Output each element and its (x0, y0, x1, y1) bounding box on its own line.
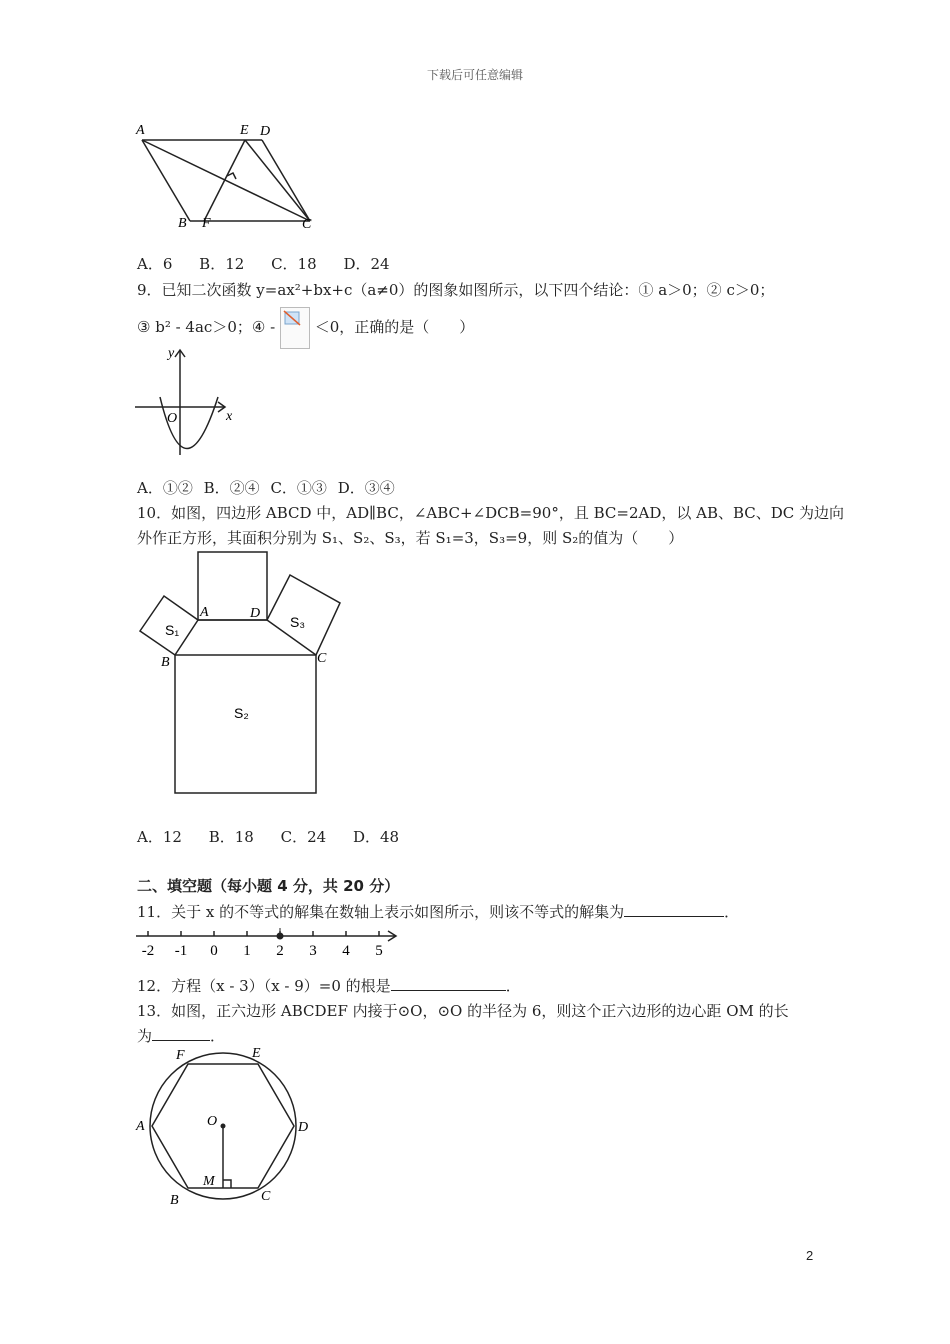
q8-option-b: B．12 (199, 255, 245, 273)
q9-text-line2-end: ＜0，正确的是（ ） (314, 318, 475, 336)
page-header: 下载后可任意编辑 (426, 68, 523, 82)
q10-option-a: A．12 (137, 828, 182, 846)
tick-label: 2 (276, 943, 284, 959)
label-A: A (200, 605, 209, 620)
tick-label: -1 (174, 943, 188, 959)
page-number: 2 (806, 1248, 814, 1263)
label-D: D (298, 1120, 309, 1135)
tick-label: 3 (309, 943, 317, 959)
axis-label-origin: O (167, 411, 178, 426)
q9-options (137, 477, 401, 498)
q13-text-line1: 13．如图，正六边形 ABCDEF 内接于⊙O，⊙O 的半径为 6，则这个正六边形的边心距 OM 的长 (137, 1002, 789, 1020)
axis-label-y: y (168, 346, 175, 361)
q12-text-end: ． (505, 977, 521, 995)
q8-options (137, 253, 412, 274)
figure-q8-parallelogram (130, 118, 330, 233)
tick-label: 0 (210, 943, 218, 959)
q10-text-line1: 10．如图，四边形 ABCD 中，AD∥BC，∠ABC+∠DCB=90°，且 BC=2AD，以 AB、BC、DC 为边向 (137, 504, 845, 522)
area-label-s1: S₁ (165, 622, 180, 638)
q9-option-d: D．③④ (337, 479, 395, 497)
label-B: B (178, 216, 187, 231)
label-F: F (202, 216, 211, 231)
q9-option-c: C．①③ (270, 479, 327, 497)
q11-text-end: ． (724, 903, 740, 921)
tick-label: -2 (141, 943, 155, 959)
figure-q13-hexagon-circle (130, 1040, 320, 1212)
q9-option-b: B．②④ (203, 479, 260, 497)
solid-point-marker (277, 933, 284, 940)
label-D: D (260, 124, 271, 139)
q11-text-body: 11．关于 x 的不等式的解集在数轴上表示如图所示，则该不等式的解集为 (137, 903, 625, 921)
label-O: O (207, 1114, 218, 1129)
q10-option-b: B．18 (208, 828, 254, 846)
section-heading-fill-in: 二、填空题（每小题 4 分，共 20 分） (137, 877, 400, 895)
q12-answer-blank[interactable] (391, 976, 506, 991)
q10-text-line2: 外作正方形，其面积分别为 S₁、S₂、S₃，若 S₁=3，S₃=9，则 S₂的值为（ ） (137, 529, 684, 547)
q8-option-c: C．18 (271, 255, 317, 273)
axis-label-x: x (226, 409, 233, 424)
q9-text-line2-start: ③ b² - 4ac＞0；④ - (137, 318, 276, 336)
q13-answer-blank[interactable] (152, 1026, 210, 1041)
label-C: C (261, 1189, 271, 1204)
q12-text-body: 12．方程（x - 3）（x - 9）=0 的根是 (137, 977, 391, 995)
label-F: F (176, 1048, 185, 1063)
label-A: A (136, 1119, 145, 1134)
q11-answer-blank[interactable] (624, 902, 724, 917)
q13-text-end: ． (210, 1027, 226, 1045)
label-M: M (203, 1174, 215, 1189)
figure-q9-parabola (130, 340, 250, 458)
fraction-image-icon (280, 307, 310, 349)
label-D: D (250, 606, 261, 621)
label-E: E (252, 1046, 261, 1061)
label-E: E (240, 123, 249, 138)
q13-text-line2-body: 为 (137, 1027, 153, 1045)
tick-label: 5 (375, 943, 383, 959)
q12-text (137, 975, 521, 996)
q10-option-c: C．24 (280, 828, 327, 846)
q9-option-a: A．①② (137, 479, 193, 497)
q8-option-d: D．24 (343, 255, 390, 273)
figure-q11-number-line (134, 926, 404, 962)
q10-option-d: D．48 (352, 828, 400, 846)
label-A: A (136, 123, 145, 138)
area-label-s3: S₃ (290, 614, 306, 630)
tick-label: 4 (342, 943, 350, 959)
area-label-s2: S₂ (234, 705, 249, 721)
q9-text-line1: 9．已知二次函数 y=ax²+bx+c（a≠0）的图象如图所示，以下四个结论：① a＞0；② c＞0； (137, 281, 775, 299)
tick-label: 1 (243, 943, 251, 959)
figure-q10-squares (130, 545, 355, 800)
label-B: B (170, 1193, 179, 1208)
label-B: B (161, 655, 170, 670)
label-C: C (317, 651, 327, 666)
q10-options (137, 826, 421, 847)
q11-text (137, 901, 739, 922)
label-C: C (302, 217, 312, 232)
q8-option-a: A．6 (137, 255, 173, 273)
